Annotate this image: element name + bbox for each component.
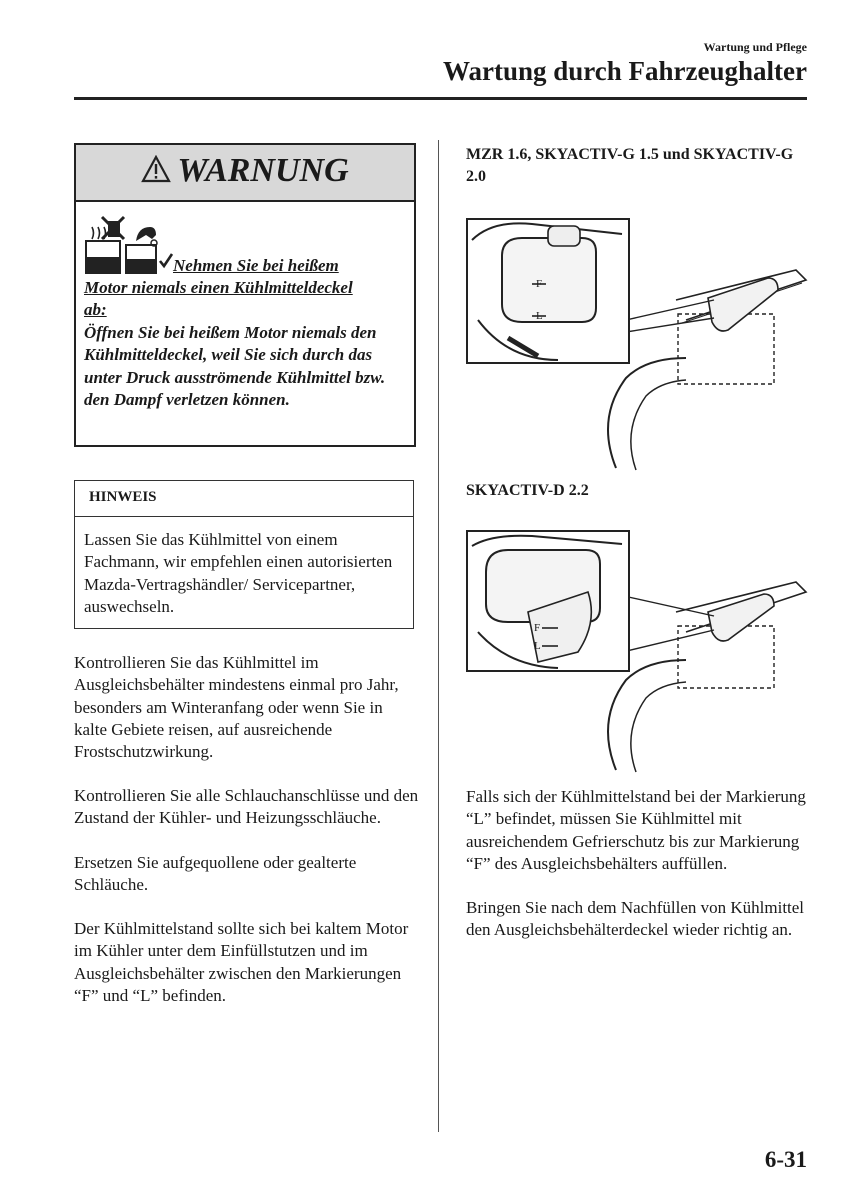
- paragraph-coolant-check: Kontrollieren Sie das Kühlmittel im Ausgleichsbehälter mindestens einmal pro Jahr, besonders am Winteranfang oder wenn Sie in kalte Gebiete reisen, auf ausreichende Frostschutzwirkung.: [74, 653, 399, 762]
- heading-engine-petrol: MZR 1.6, SKYACTIV-G 1.5 und SKYACTIV-G 2.0: [466, 146, 794, 185]
- warning-triangle-icon: [141, 154, 171, 192]
- figure-1-mark-f: F: [536, 278, 543, 290]
- open-cold-cap-icon: [126, 227, 157, 273]
- figure-coolant-reservoir-diesel: [466, 530, 811, 780]
- warning-lead-line-2: Motor niemals einen Kühlmitteldeckel: [84, 278, 353, 297]
- warning-lead-line-1: Nehmen Sie bei heißem: [173, 256, 339, 275]
- figure-2-mark-l: L: [534, 640, 541, 652]
- paragraph-replace-hoses: Ersetzen Sie aufgequollene oder gealterte Schläuche.: [74, 853, 357, 895]
- warning-header: [76, 145, 414, 202]
- paragraph-hoses-check: Kontrollieren Sie alle Schlauchanschlüsse und den Zustand der Kühler- und Heizungsschläuche.: [74, 786, 419, 828]
- figure-2-mark-f: F: [534, 622, 541, 634]
- no-open-hot-cap-icon: [86, 217, 124, 273]
- paragraph-coolant-level: Der Kühlmittelstand sollte sich bei kaltem Motor im Kühler unter dem Einfüllstutzen und im Ausgleichsbehälter zwischen den Markierungen “F” und “L” befinden.: [74, 919, 409, 1005]
- paragraph-refill-instruction: Falls sich der Kühlmittelstand bei der Markierung “L” befindet, müssen Sie Kühlmittel mit ausreichendem Gefrierschutz bis zur Markierung “F” des Ausgleichsbehälters auffüllen.: [466, 787, 806, 873]
- warning-title: [76, 152, 414, 192]
- figure-1-mark-l: L: [536, 310, 543, 322]
- section-label: Wartung und Pflege: [703, 40, 807, 54]
- title-rule: [74, 97, 807, 100]
- note-box: [74, 480, 414, 629]
- page-number: 6-31: [764, 1147, 807, 1172]
- note-body: Lassen Sie das Kühlmittel von einem Fachmann, wir empfehlen einen autorisierten Mazda-Vertragshändler/ Servicepartner, auswechseln.: [84, 530, 393, 616]
- warning-lead-line-3: ab:: [84, 300, 107, 319]
- warning-title-text: WARNUNG: [177, 152, 349, 189]
- warning-icons: [84, 215, 184, 280]
- checkmark-icon: [160, 254, 172, 266]
- note-header: [75, 481, 413, 517]
- figure-coolant-reservoir-petrol: [466, 218, 811, 478]
- figure-1-inset: [466, 218, 630, 364]
- figure-2-inset: [466, 530, 630, 672]
- warning-body: Öffnen Sie bei heißem Motor niemals den Kühlmitteldeckel, weil Sie sich durch das unter Druck ausströmende Kühlmittel bzw. den Dampf verletzen können.: [84, 323, 386, 409]
- page-title: Wartung durch Fahrzeughalter: [443, 56, 807, 86]
- paragraph-refit-cap: Bringen Sie nach dem Nachfüllen von Kühlmittel den Ausgleichsbehälterdeckel wieder richtig an.: [466, 898, 805, 940]
- column-divider: [438, 140, 439, 1132]
- warning-box: [74, 143, 416, 447]
- note-title: HINWEIS: [89, 489, 157, 505]
- heading-engine-diesel: SKYACTIV-D 2.2: [466, 482, 589, 499]
